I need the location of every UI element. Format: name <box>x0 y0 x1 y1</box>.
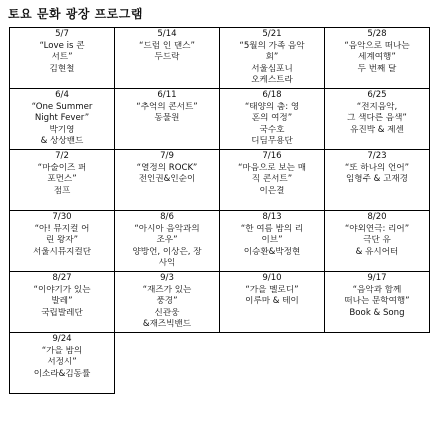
event-date: 9/17 <box>367 273 387 283</box>
event-text: 점프 <box>53 185 71 196</box>
event-text: 발레” <box>51 296 73 307</box>
schedule-row <box>10 272 430 333</box>
event-date: 9/10 <box>262 273 282 283</box>
event-text: 두드락 <box>154 52 180 63</box>
event-text: 그 색다른 음색” <box>347 113 407 124</box>
event-text: “아시아 음악과의 <box>134 223 200 234</box>
event-text: 서울시뮤지컬단 <box>32 246 92 257</box>
event-text: “재즈가 있는 <box>142 284 192 295</box>
event-text: “또 하나의 언어” <box>344 162 410 173</box>
event-date: 8/13 <box>262 212 282 222</box>
event-text: 조우” <box>156 235 178 246</box>
event-text: 박기영 <box>49 124 75 135</box>
event-date: 6/25 <box>367 90 387 100</box>
schedule-cell <box>325 89 430 150</box>
event-text: 전인권&인순이 <box>138 174 196 185</box>
schedule-cell <box>115 28 220 89</box>
event-text: “추억의 콘서트” <box>136 101 198 112</box>
event-text: Night Fever” <box>34 113 90 124</box>
schedule-cell <box>325 272 430 333</box>
event-text: 풍경” <box>156 296 178 307</box>
event-text: 사익 <box>158 258 176 269</box>
event-text: “Love is 콘 <box>39 40 85 51</box>
schedule-cell <box>220 28 325 89</box>
event-text: 김현철 <box>49 63 75 74</box>
event-date: 8/27 <box>52 273 72 283</box>
schedule-cell <box>220 89 325 150</box>
schedule-table <box>9 27 430 394</box>
schedule-body <box>10 28 430 394</box>
event-text: 이승환&박정현 <box>243 246 301 257</box>
event-text: 동물원 <box>154 113 180 124</box>
event-text: 포먼스” <box>47 174 77 185</box>
schedule-cell <box>325 211 430 272</box>
event-text: 양방언, 이상은, 장 <box>132 246 202 257</box>
event-text: &재즈빅밴드 <box>142 319 192 330</box>
schedule-row <box>10 333 430 394</box>
event-text: “태양의 춤: 영 <box>244 101 300 112</box>
event-date: 9/24 <box>52 334 72 344</box>
event-text: 신관웅 <box>154 307 180 318</box>
schedule-cell <box>10 272 115 333</box>
event-date: 6/4 <box>55 90 69 100</box>
event-text: 이브” <box>261 235 283 246</box>
event-date: 6/11 <box>157 90 177 100</box>
event-text: “한 여름 밤의 리 <box>240 223 304 234</box>
event-text: 직 콘서트” <box>251 174 293 185</box>
event-date: 7/2 <box>55 151 69 161</box>
schedule-cell <box>325 150 430 211</box>
event-text: “음악으로 떠나는 <box>344 40 410 51</box>
schedule-row <box>10 28 430 89</box>
event-text: 오케스트라 <box>251 75 293 86</box>
schedule-cell <box>325 28 430 89</box>
event-text: “가을 밤의 <box>41 345 83 356</box>
event-text: “야외연극: 리어” <box>344 223 410 234</box>
empty-cell <box>325 333 430 394</box>
schedule-cell <box>115 211 220 272</box>
schedule-cell <box>10 28 115 89</box>
event-text: & 유시어터 <box>355 246 399 257</box>
event-text: “드럼 인 댄스” <box>139 40 195 51</box>
schedule-cell <box>115 150 220 211</box>
schedule-cell <box>220 272 325 333</box>
event-text: “가을 멜로디” <box>245 284 299 295</box>
event-text: Book & Song <box>349 307 405 318</box>
event-text: 국립발레단 <box>41 307 83 318</box>
event-text: 서울심포니 <box>251 63 293 74</box>
event-text: 이루마 & 테이 <box>245 296 299 307</box>
event-text: “마음으로 보는 매 <box>237 162 307 173</box>
page-title: 토요 문화 광장 프로그램 <box>8 7 143 21</box>
event-text: “5월의 가족 음악 <box>239 40 305 51</box>
empty-cell <box>220 333 325 394</box>
event-date: 6/18 <box>262 90 282 100</box>
event-date: 7/16 <box>262 151 282 161</box>
event-text: 이은결 <box>259 185 285 196</box>
event-text: 이소라&김동률 <box>33 368 91 379</box>
event-text: 회” <box>265 52 279 63</box>
event-text: & 상상밴드 <box>40 136 84 147</box>
event-text: 린 왕자” <box>45 235 79 246</box>
event-date: 8/6 <box>160 212 174 222</box>
schedule-cell <box>10 89 115 150</box>
event-text: “전지음악, <box>356 101 398 112</box>
event-text: “마술이즈 퍼 <box>37 162 87 173</box>
schedule-cell <box>10 150 115 211</box>
event-text: “열정의 ROCK” <box>136 162 198 173</box>
event-text: 세계여행” <box>358 52 396 63</box>
schedule-row <box>10 89 430 150</box>
event-text: “음악과 함께 <box>352 284 402 295</box>
event-text: 임형주 & 고재경 <box>346 174 408 185</box>
event-text: 두 번째 달 <box>357 63 397 74</box>
event-text: 국수호 <box>259 124 285 135</box>
schedule-row <box>10 150 430 211</box>
schedule-cell <box>115 272 220 333</box>
event-text: “One Summer <box>31 101 93 112</box>
event-date: 7/9 <box>160 151 174 161</box>
event-date: 8/20 <box>367 212 387 222</box>
event-date: 5/7 <box>55 29 69 39</box>
event-text: 서트” <box>51 52 73 63</box>
event-text: 혼의 여정” <box>251 113 293 124</box>
empty-cell <box>115 333 220 394</box>
event-text: 극단 유 <box>363 235 391 246</box>
schedule-row <box>10 211 430 272</box>
event-text: 디딤무용단 <box>251 136 293 147</box>
event-date: 7/30 <box>52 212 72 222</box>
event-date: 7/23 <box>367 151 387 161</box>
schedule-cell <box>115 89 220 150</box>
schedule-cell <box>10 333 115 394</box>
schedule-cell <box>10 211 115 272</box>
event-text: 떠나는 문학여행” <box>344 296 410 307</box>
event-date: 5/28 <box>367 29 387 39</box>
schedule-cell <box>220 150 325 211</box>
event-text: “아! 뮤지컬 어 <box>34 223 90 234</box>
event-date: 5/14 <box>157 29 177 39</box>
event-date: 5/21 <box>262 29 282 39</box>
schedule-cell <box>220 211 325 272</box>
event-text: “이야기가 있는 <box>33 284 91 295</box>
event-text: 유진박 & 제센 <box>350 124 404 135</box>
event-text: 서정시” <box>47 357 77 368</box>
event-date: 9/3 <box>160 273 174 283</box>
